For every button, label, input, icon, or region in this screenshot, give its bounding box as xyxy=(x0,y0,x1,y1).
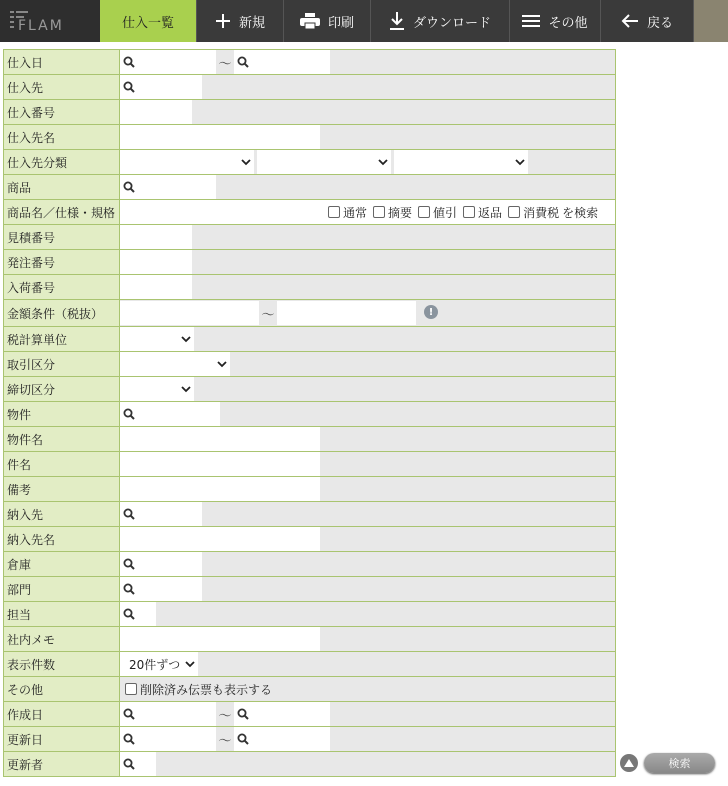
purchase-date-label: 仕入日 xyxy=(4,50,120,74)
chevron-down-icon xyxy=(515,158,525,166)
supplier-name-input[interactable] xyxy=(120,125,320,149)
search-form xyxy=(3,49,616,777)
form-row-closing-type xyxy=(4,377,615,402)
collapse-up-button[interactable] xyxy=(620,754,638,772)
print-button-label: 印刷 xyxy=(327,15,354,31)
form-row-tax-calc-unit xyxy=(4,327,615,352)
form-row-other xyxy=(4,677,615,702)
display-count-label: 表示件数 xyxy=(4,652,120,676)
warehouse-label: 倉庫 xyxy=(4,552,120,576)
form-row-arrival-number xyxy=(4,275,615,300)
arrival-number-label: 入荷番号 xyxy=(4,275,120,299)
product-input[interactable] xyxy=(120,175,216,199)
back-button-label: 戻る xyxy=(646,15,673,31)
supplier-label: 仕入先 xyxy=(4,75,120,99)
supplier-input[interactable] xyxy=(120,75,202,99)
product-name-spec-input[interactable] xyxy=(120,200,328,224)
search-icon[interactable] xyxy=(120,408,138,420)
download-button[interactable] xyxy=(371,0,510,42)
created-date-label: 作成日 xyxy=(4,702,120,726)
search-icon[interactable] xyxy=(120,508,138,520)
arrow-left-icon xyxy=(621,13,639,29)
tab-purchase-list-label: 仕入一覧 xyxy=(121,15,174,31)
search-icon[interactable] xyxy=(120,56,138,68)
person-in-charge-label: 担当 xyxy=(4,602,120,626)
checkbox-return[interactable]: 返品 xyxy=(463,204,502,221)
display-count-value: 20件ずつ xyxy=(129,657,181,672)
order-number-input[interactable] xyxy=(120,250,192,274)
form-row-updated-by xyxy=(4,752,615,777)
range-tilde: ～ xyxy=(218,56,232,72)
search-suffix-text: を検索 xyxy=(562,205,599,220)
info-icon[interactable]: ! xyxy=(424,305,438,319)
chevron-down-icon xyxy=(217,360,227,368)
form-row-person-in-charge xyxy=(4,602,615,627)
app-logo[interactable] xyxy=(0,0,100,42)
search-icon[interactable] xyxy=(234,708,252,720)
form-row-created-date xyxy=(4,702,615,727)
form-row-purchase-number xyxy=(4,100,615,125)
product-label: 商品 xyxy=(4,175,120,199)
toolbar-spacer xyxy=(694,0,728,42)
form-row-warehouse xyxy=(4,552,615,577)
chevron-down-icon xyxy=(241,158,251,166)
triangle-up-icon xyxy=(624,759,634,767)
search-icon[interactable] xyxy=(120,583,138,595)
closing-type-select[interactable] xyxy=(120,377,194,401)
form-row-supplier xyxy=(4,75,615,100)
form-row-department xyxy=(4,577,615,602)
download-button-label: ダウンロード xyxy=(412,15,491,31)
delivery-destination-label: 納入先 xyxy=(4,502,120,526)
subject-label: 件名 xyxy=(4,452,120,476)
search-icon[interactable] xyxy=(120,181,138,193)
checkbox-consumption-tax[interactable]: 消費税 xyxy=(508,204,559,221)
form-row-remarks xyxy=(4,477,615,502)
supplier-category-select-1[interactable] xyxy=(120,150,254,174)
form-row-supplier-category xyxy=(4,150,615,175)
search-icon[interactable] xyxy=(120,608,138,620)
person-in-charge-input[interactable] xyxy=(120,602,156,626)
search-icon[interactable] xyxy=(120,81,138,93)
form-row-purchase-date xyxy=(4,50,615,75)
checkbox-discount[interactable]: 値引 xyxy=(418,204,457,221)
checkbox-show-deleted[interactable] xyxy=(125,681,272,698)
created-date-to-input[interactable] xyxy=(234,702,330,726)
updated-by-input[interactable] xyxy=(120,752,156,776)
updated-date-to-input[interactable] xyxy=(234,727,330,751)
back-button[interactable] xyxy=(601,0,694,42)
department-input[interactable] xyxy=(120,577,202,601)
chevron-down-icon xyxy=(181,385,191,393)
form-row-property-name xyxy=(4,427,615,452)
purchase-number-input[interactable] xyxy=(120,100,192,124)
logo-text: FLAM xyxy=(18,18,64,34)
updated-date-from-input[interactable] xyxy=(120,727,216,751)
estimate-number-input[interactable] xyxy=(120,225,192,249)
form-row-delivery-destination xyxy=(4,502,615,527)
search-icon[interactable] xyxy=(120,758,138,770)
purchase-date-to-input[interactable] xyxy=(234,50,330,74)
form-row-updated-date xyxy=(4,727,615,752)
form-row-amount-condition xyxy=(4,300,615,327)
download-icon xyxy=(389,12,405,30)
chevron-down-icon xyxy=(181,335,191,343)
form-row-product-name-spec xyxy=(4,200,615,225)
delivery-name-label: 納入先名 xyxy=(4,527,120,551)
form-row-display-count xyxy=(4,652,615,677)
flam-logo-icon xyxy=(10,9,90,35)
estimate-number-label: 見積番号 xyxy=(4,225,120,249)
search-icon[interactable] xyxy=(234,733,252,745)
toolbar xyxy=(0,0,728,42)
plus-icon xyxy=(215,13,231,29)
delivery-destination-input[interactable] xyxy=(120,502,202,526)
form-row-order-number xyxy=(4,250,615,275)
amount-from-input[interactable] xyxy=(120,301,259,325)
transaction-type-select[interactable] xyxy=(120,352,230,376)
other-label: その他 xyxy=(4,677,120,701)
amount-condition-label: 金額条件（税抜） xyxy=(4,300,120,326)
property-input[interactable] xyxy=(120,402,220,426)
amount-to-input[interactable] xyxy=(277,301,416,325)
chevron-down-icon xyxy=(378,158,388,166)
remarks-label: 備考 xyxy=(4,477,120,501)
range-tilde: ～ xyxy=(261,307,275,323)
product-name-spec-label: 商品名／仕様・規格 xyxy=(4,200,120,224)
warehouse-input[interactable] xyxy=(120,552,202,576)
other-menu-label: その他 xyxy=(548,15,588,31)
chevron-down-icon xyxy=(185,660,195,668)
range-tilde: ～ xyxy=(218,708,232,724)
supplier-category-select-3[interactable] xyxy=(394,150,528,174)
display-count-select[interactable] xyxy=(120,652,198,676)
range-tilde: ～ xyxy=(218,733,232,749)
purchase-date-from-input[interactable] xyxy=(120,50,216,74)
form-row-subject xyxy=(4,452,615,477)
form-row-transaction-type xyxy=(4,352,615,377)
other-menu-button[interactable] xyxy=(510,0,601,42)
print-button[interactable] xyxy=(284,0,371,42)
subject-input[interactable] xyxy=(120,452,320,476)
form-row-delivery-name xyxy=(4,527,615,552)
department-label: 部門 xyxy=(4,577,120,601)
search-button[interactable]: 検索 xyxy=(644,753,715,773)
tab-purchase-list[interactable] xyxy=(100,0,197,42)
search-icon[interactable] xyxy=(120,708,138,720)
supplier-category-label: 仕入先分類 xyxy=(4,150,120,174)
purchase-number-label: 仕入番号 xyxy=(4,100,120,124)
arrival-number-input[interactable] xyxy=(120,275,192,299)
delivery-name-input[interactable] xyxy=(120,527,320,551)
form-row-internal-memo xyxy=(4,627,615,652)
updated-date-label: 更新日 xyxy=(4,727,120,751)
search-icon[interactable] xyxy=(120,733,138,745)
new-button-label: 新規 xyxy=(238,15,265,31)
order-number-label: 発注番号 xyxy=(4,250,120,274)
search-icon[interactable] xyxy=(234,56,252,68)
search-icon[interactable] xyxy=(120,558,138,570)
show-deleted-label: 削除済み伝票も表示する xyxy=(140,682,273,697)
remarks-input[interactable] xyxy=(120,477,320,501)
new-button[interactable] xyxy=(197,0,284,42)
form-row-product xyxy=(4,175,615,200)
form-row-supplier-name xyxy=(4,125,615,150)
internal-memo-input[interactable] xyxy=(120,627,320,651)
supplier-category-select-2[interactable] xyxy=(257,150,391,174)
property-name-input[interactable] xyxy=(120,427,320,451)
closing-type-label: 締切区分 xyxy=(4,377,120,401)
form-row-estimate-number xyxy=(4,225,615,250)
checkbox-summary[interactable]: 摘要 xyxy=(373,204,412,221)
internal-memo-label: 社内メモ xyxy=(4,627,120,651)
menu-icon xyxy=(522,14,540,28)
checkbox-normal[interactable]: 通常 xyxy=(328,204,367,221)
created-date-from-input[interactable] xyxy=(120,702,216,726)
form-row-property xyxy=(4,402,615,427)
updated-by-label: 更新者 xyxy=(4,752,120,776)
printer-icon xyxy=(300,13,320,29)
transaction-type-label: 取引区分 xyxy=(4,352,120,376)
property-label: 物件 xyxy=(4,402,120,426)
tax-calc-unit-select[interactable] xyxy=(120,327,194,351)
supplier-name-label: 仕入先名 xyxy=(4,125,120,149)
property-name-label: 物件名 xyxy=(4,427,120,451)
tax-calc-unit-label: 税計算単位 xyxy=(4,327,120,351)
